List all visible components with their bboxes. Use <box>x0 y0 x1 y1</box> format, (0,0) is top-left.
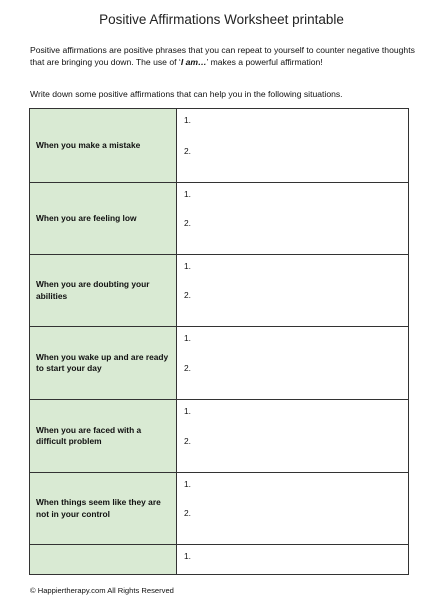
intro-text-end: ’ makes a powerful affirmation! <box>206 57 323 67</box>
copyright-footer: © Happiertherapy.com All Rights Reserved <box>30 586 174 595</box>
situation-cell: When you are faced with a difficult problem <box>30 400 177 473</box>
answer-cell[interactable] <box>177 183 409 255</box>
situation-cell: When things seem like they are not in your control <box>30 473 177 545</box>
answer-number-2: 2. <box>184 508 191 518</box>
answer-number-2: 2. <box>184 146 191 156</box>
situation-cell: When you make a mistake <box>30 109 177 183</box>
answer-number-1: 1. <box>184 115 191 125</box>
table-row <box>30 473 409 545</box>
answer-number-1: 1. <box>184 261 191 271</box>
table-row <box>30 183 409 255</box>
answer-number-2: 2. <box>184 290 191 300</box>
intro-paragraph <box>30 44 415 68</box>
table-row <box>30 327 409 400</box>
answer-cell[interactable] <box>177 327 409 400</box>
situation-cell: When you are doubting your abilities <box>30 255 177 327</box>
answer-number-1: 1. <box>184 406 191 416</box>
intro-text-start: Positive affirmations are positive phrases that you can repeat to yourself to counter negative thoughts that are bringing you down. The use of ‘ <box>30 45 415 67</box>
answer-number-1: 1. <box>184 333 191 343</box>
situation-cell: When you are feeling low <box>30 183 177 255</box>
table-row <box>30 400 409 473</box>
table-row <box>30 255 409 327</box>
answer-cell[interactable] <box>177 473 409 545</box>
table-row <box>30 545 409 575</box>
situation-cell: When you wake up and are ready to start your day <box>30 327 177 400</box>
answer-number-1: 1. <box>184 189 191 199</box>
answer-cell[interactable] <box>177 545 409 575</box>
intro-emphasis: I am… <box>180 57 207 67</box>
answer-number-2: 2. <box>184 218 191 228</box>
instruction-text: Write down some positive affirmations that can help you in the following situations. <box>30 89 343 99</box>
worksheet-title: Positive Affirmations Worksheet printable <box>99 12 344 27</box>
answer-number-1: 1. <box>184 551 191 561</box>
situation-cell <box>30 545 177 575</box>
answer-cell[interactable] <box>177 109 409 183</box>
table-row <box>30 109 409 183</box>
answer-cell[interactable] <box>177 255 409 327</box>
affirmations-table <box>29 108 409 575</box>
answer-number-2: 2. <box>184 436 191 446</box>
answer-number-1: 1. <box>184 479 191 489</box>
answer-number-2: 2. <box>184 363 191 373</box>
answer-cell[interactable] <box>177 400 409 473</box>
